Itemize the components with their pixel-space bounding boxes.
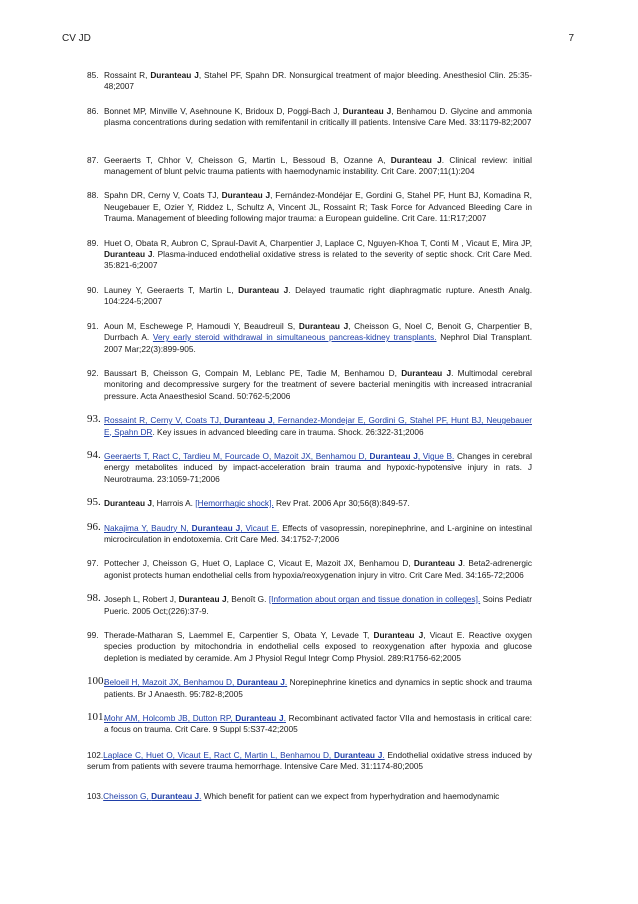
- reference-text: . Multimodal cerebral monitoring and decompressive surgery for the treatment of severe bacterial meningitis with increased intracranial pressure. Acta Anaesthesiol Scand. 50:762-5;2006: [104, 367, 532, 401]
- reference-item: [87, 368, 532, 402]
- reference-number: 102.: [87, 749, 104, 760]
- reference-text: , Fernández-Mondéjar E, Gordini G, Stahel PF, Hunt BJ, Komadina R, Neugebauer E, Ozier Y, Riddez L, Schultz A, Vincent JL, Rossaint R; Task Force for Advanced Bleeding Care in Trauma. Management of bleeding following major trauma: a European guideline. Crit Care. 11:R17;2007: [104, 190, 532, 224]
- reference-link[interactable]: Rossaint R, Cerny V, Coats TJ,: [104, 415, 225, 426]
- author-highlight: Duranteau J: [390, 154, 442, 165]
- reference-link[interactable]: [Hemorrhagic shock].: [195, 498, 274, 509]
- reference-text: Rev Prat. 2006 Apr 30;56(8):849-57.: [273, 498, 410, 509]
- author-highlight: Duranteau J: [221, 190, 271, 201]
- reference-text: Pottecher J, Cheisson G, Huet O, Laplace C, Vicaut E, Mazoit JX, Benhamou D,: [104, 558, 414, 569]
- reference-item: [87, 713, 532, 736]
- reference-number: 87.: [87, 154, 99, 165]
- reference-link[interactable]: .: [283, 713, 286, 724]
- reference-link[interactable]: , Vigue B.: [417, 450, 455, 461]
- reference-number: 94.: [87, 448, 101, 461]
- reference-text: Joseph L, Robert J,: [104, 594, 179, 605]
- reference-link[interactable]: .: [382, 749, 385, 760]
- reference-link[interactable]: Geeraerts T, Ract C, Tardieu M, Fourcade O, Mazoit JX, Benhamou D,: [104, 450, 370, 461]
- author-highlight: Duranteau J: [178, 594, 227, 605]
- reference-link[interactable]: Duranteau J: [235, 713, 284, 724]
- reference-link[interactable]: .: [199, 790, 202, 801]
- reference-item: [87, 594, 532, 617]
- reference-item: [87, 155, 532, 178]
- reference-text: Soins Pediatr Pueric. 2005 Oct;(226):37-9.: [104, 594, 533, 616]
- reference-item: [87, 558, 532, 581]
- reference-number: 103.: [87, 790, 104, 801]
- author-highlight: Duranteau J: [298, 320, 349, 331]
- reference-text: . Beta2-adrenergic agonist protects human endothelial cells from hypoxia/reoxygenation injury in vitro. Crit Care Med. 34:165-72;2006: [104, 558, 532, 580]
- reference-text: Norepinephrine kinetics and dynamics in septic shock and trauma patients. Br J Anaesth. 95:782-8;2005: [104, 677, 532, 699]
- reference-link[interactable]: Duranteau J: [236, 677, 285, 688]
- reference-number: 96.: [87, 520, 101, 533]
- reference-number: 97.: [87, 558, 99, 569]
- author-highlight: Duranteau J: [238, 284, 289, 295]
- reference-item: [87, 791, 532, 802]
- reference-text: Bonnet MP, Minville V, Asehnoune K, Bridoux D, Poggi-Bach J,: [104, 105, 343, 116]
- reference-text: . Key issues in advanced bleeding care in trauma. Shock. 26:322-31;2006: [152, 426, 424, 437]
- reference-link[interactable]: .: [284, 677, 288, 688]
- reference-link[interactable]: Duranteau J: [369, 450, 418, 461]
- reference-number: 85.: [87, 70, 99, 80]
- author-highlight: Duranteau J: [413, 558, 463, 569]
- reference-text: . Delayed traumatic right diaphragmatic rupture. Anesth Analg. 104:224-5;2007: [104, 284, 533, 307]
- reference-text: Which benefit for patient can we expect from hyperhydration and haemodynamic: [201, 790, 500, 801]
- reference-item: [87, 285, 532, 308]
- reference-number: 95.: [87, 496, 101, 509]
- reference-number: 98.: [87, 592, 101, 605]
- reference-number: 99.: [87, 630, 99, 640]
- page-number: 7: [568, 33, 574, 44]
- reference-item: [87, 498, 532, 509]
- reference-item: [87, 190, 532, 224]
- reference-link[interactable]: Duranteau J: [333, 749, 383, 760]
- author-highlight: Duranteau J: [104, 249, 153, 260]
- reference-list: [87, 70, 532, 815]
- reference-item: [87, 677, 532, 700]
- reference-item: [87, 415, 532, 438]
- reference-text: Huet O, Obata R, Aubron C, Spraul-Davit A, Charpentier J, Laplace C, Nguyen-Khoa T, Conti M , Vicaut E, Mira JP,: [104, 237, 532, 248]
- reference-text: Changes in cerebral energy metabolites induced by impact-acceleration brain trauma and hypoxic-hypotensive injury in rats. J Neurotrauma. 23:1059-71;2006: [104, 450, 533, 484]
- reference-item: [87, 70, 532, 93]
- reference-text: Nephrol Dial Transplant. 2007 Mar;22(3):899-905.: [104, 332, 532, 354]
- reference-item: [87, 321, 532, 355]
- reference-number: 89.: [87, 237, 99, 248]
- reference-link[interactable]: , Fernandez-Mondejar E, Gordini G, Stahel PF, Hunt BJ, Neugebauer E, Spahn DR: [104, 415, 532, 437]
- reference-number: 93.: [87, 413, 101, 426]
- reference-text: Recombinant activated factor VIIa and hemostasis in critical care: a focus on trauma. Crit Care. 9 Suppl 5:S37-42;2005: [104, 713, 532, 735]
- author-highlight: Duranteau J: [150, 70, 199, 80]
- reference-number: 100.: [87, 675, 107, 688]
- reference-item: [87, 630, 532, 664]
- reference-text: . Plasma-induced endothelial oxidative stress is related to the severity of septic shock. Crit Care Med. 35:821-6;2007: [104, 249, 533, 271]
- reference-item: [87, 238, 532, 272]
- reference-text: Endothelial oxidative stress induced by serum from patients with severe trauma hemorrhage. Intensive Care Med. 31:1174-80;2005: [87, 749, 533, 772]
- reference-text: Spahn DR, Cerny V, Coats TJ,: [104, 190, 222, 201]
- reference-item: [87, 448, 533, 485]
- reference-link[interactable]: Cheisson G,: [103, 790, 152, 801]
- author-highlight: Duranteau J: [104, 498, 152, 509]
- reference-link[interactable]: Duranteau J: [151, 790, 200, 801]
- reference-link[interactable]: [Information about organ and tissue donation in colleges].: [268, 594, 481, 605]
- author-highlight: Duranteau J: [373, 630, 424, 640]
- reference-text: Aoun M, Eschewege P, Hamoudi Y, Beaudreuil S,: [104, 320, 299, 331]
- reference-number: 88.: [87, 190, 99, 201]
- author-highlight: Duranteau J: [342, 105, 392, 116]
- reference-link[interactable]: Laplace C, Huet O, Vicaut E, Ract C, Martin L, Benhamou D,: [103, 749, 334, 760]
- reference-link[interactable]: Duranteau J: [224, 415, 273, 426]
- header-left: CV JD: [62, 33, 91, 44]
- reference-number: 90.: [87, 284, 99, 295]
- reference-link[interactable]: , Vicaut E.: [240, 522, 280, 533]
- reference-text: , Cheisson G, Noel C, Benoit G, Charpentier B, Durrbach A.: [104, 320, 532, 343]
- reference-text: , Benoît G.: [226, 594, 269, 605]
- reference-link[interactable]: Mohr AM, Holcomb JB, Dutton RP,: [104, 713, 236, 724]
- reference-link[interactable]: Duranteau J: [191, 522, 241, 533]
- reference-text: Geeraerts T, Chhor V, Cheisson G, Martin L, Bessoud B, Ozanne A,: [104, 154, 391, 165]
- reference-text: . Clinical review: initial management of blunt pelvic trauma patients with haemodynamic instability. Crit Care. 2007;11(1):204: [104, 154, 533, 177]
- reference-link[interactable]: Very early steroid withdrawal in simultaneous pancreas-kidney transplants.: [152, 332, 437, 343]
- reference-text: Baussart B, Cheisson G, Compain M, Leblanc PE, Tadie M, Benhamou D,: [104, 367, 402, 378]
- reference-text: Therade-Matharan S, Laemmel E, Carpentier S, Obata Y, Levade T,: [104, 630, 374, 640]
- reference-text: Launey Y, Geeraerts T, Martin L,: [104, 284, 239, 295]
- author-highlight: Duranteau J: [401, 367, 452, 378]
- reference-text: , Benhamou D. Glycine and ammonia plasma concentrations during sedation with remifentanil in critically ill patients. Intensive Care Med. 33:1179-82;2007: [104, 105, 532, 128]
- reference-text: , Stahel PF, Spahn DR. Nonsurgical treatment of major bleeding. Anesthesiol Clin. 25:35-48;2007: [104, 70, 533, 92]
- reference-number: 91.: [87, 320, 99, 331]
- reference-number: 92.: [87, 367, 99, 378]
- reference-link[interactable]: Nakajima Y, Baudry N,: [104, 522, 192, 533]
- reference-item: [87, 106, 532, 129]
- reference-item: [87, 520, 533, 546]
- reference-text: Effects of vasopressin, norepinephrine, and L-arginine on intestinal microcirculation in endotoxemia. Crit Care Med. 34:1752-7;2006: [104, 522, 533, 544]
- reference-item: [87, 750, 532, 773]
- reference-text: , Harrois A.: [151, 498, 196, 509]
- reference-number: 101.: [87, 711, 107, 724]
- reference-link[interactable]: Beloeil H, Mazoit JX, Benhamou D,: [104, 677, 237, 688]
- reference-text: Rossaint R,: [104, 70, 151, 80]
- reference-number: 86.: [87, 105, 99, 116]
- reference-text: , Vicaut E. Reactive oxygen species production by mitochondria in endothelial cells exposed to reoxygenation after hypoxia and glucose depletion is mediated by ceramide. Am J Physiol Regul Integr Comp Physiol. 289:R1756-62;2005: [104, 630, 532, 663]
